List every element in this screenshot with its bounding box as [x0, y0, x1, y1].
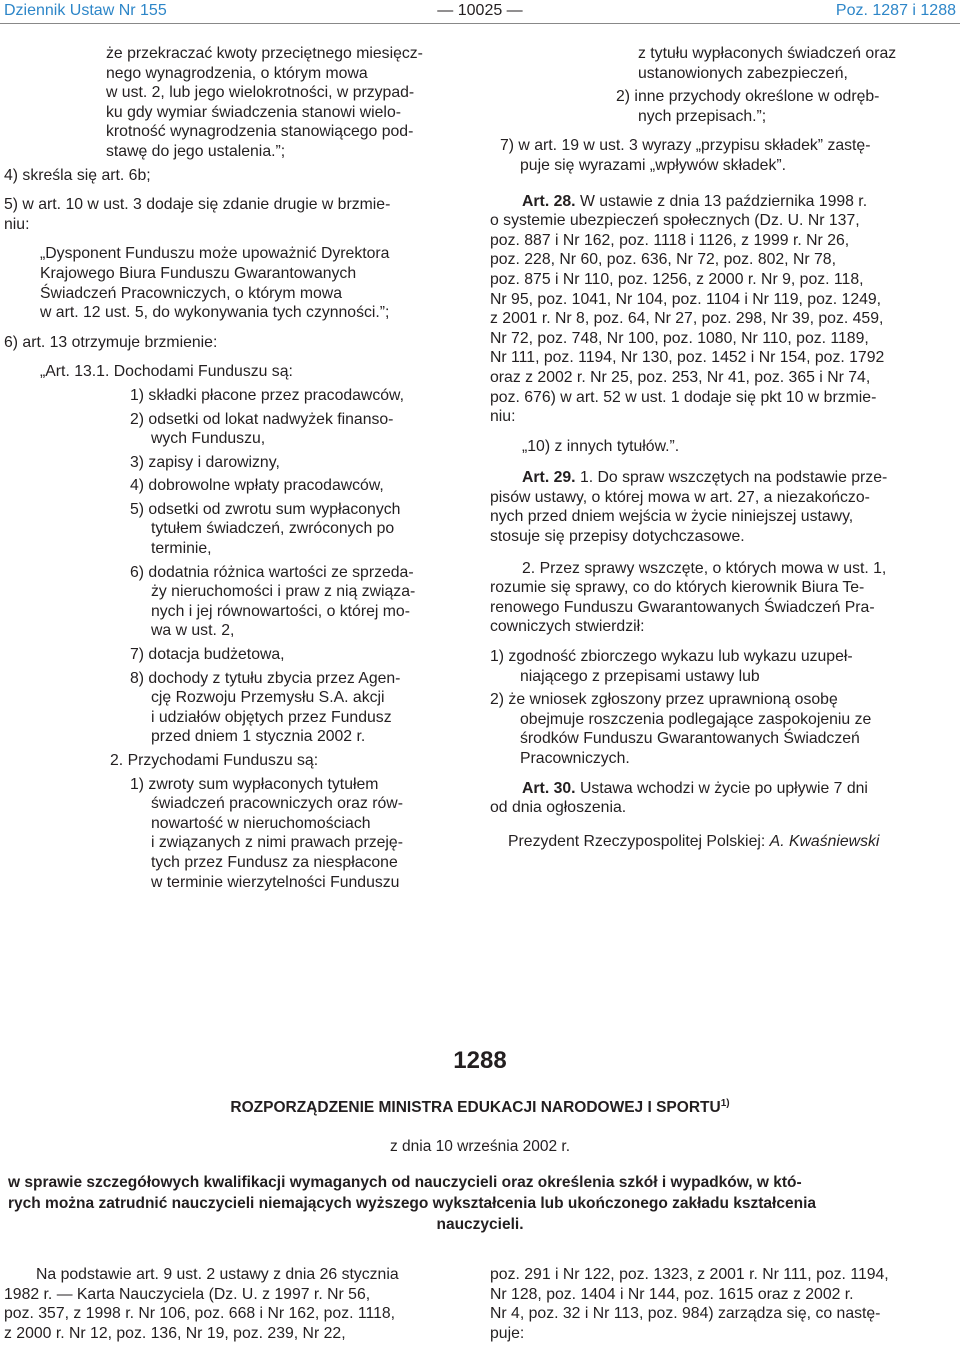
footnote-marker: 1) [720, 1098, 730, 1109]
text-line: 2) inne przychody określone w odręb- [616, 88, 880, 106]
right-column [490, 44, 956, 851]
list-item: 8) dochody z tytułu zbycia przez Agen- [130, 669, 401, 687]
quote-line: Krajowego Biura Funduszu Gwarantowanych [40, 264, 357, 282]
list-item: świadczeń pracowniczych oraz rów- [151, 795, 403, 813]
art-28-line: poz. 875 i Nr 110, poz. 1256, z 2000 r. Nr 9, poz. 118, [490, 270, 864, 288]
text-line: poz. 357, z 1998 r. Nr 106, poz. 668 i Nr 162, poz. 1118, [4, 1305, 396, 1323]
text-line: 1982 r. — Karta Nauczyciela (Dz. U. z 1997 r. Nr 56, [4, 1285, 371, 1303]
art-28-line: Art. 28. W ustawie z dnia 13 października 1998 r. [522, 192, 868, 210]
item-6: 6) art. 13 otrzymuje brzmienie: [4, 333, 218, 351]
signatory-name: A. Kwaśniewski [769, 832, 880, 850]
signature: Prezydent Rzeczypospolitej Polskiej: A. Kwaśniewski [508, 832, 880, 850]
list-item: wych Funduszu, [151, 430, 266, 448]
para-2: 2. Przychodami Funduszu są: [110, 752, 319, 769]
list-item: środków Funduszu Gwarantowanych Świadczeń [520, 730, 860, 748]
item-5-line: 5) w art. 10 w ust. 3 dodaje się zdanie drugie w brzmie- [4, 196, 391, 214]
list-item: Pracowniczych. [520, 750, 630, 767]
list-item: 7) dotacja budżetowa, [130, 646, 285, 664]
basis-left-column [4, 1265, 472, 1343]
list-item: cję Rozwoju Przemysłu S.A. akcji [151, 689, 385, 707]
quote-line: „10) z innych tytułów.”. [522, 437, 680, 455]
list-item: nych i jej równowartości, o której mo- [151, 602, 410, 620]
quote-line: w art. 12 ust. 5, do wykonywania tych czynności.”; [40, 304, 390, 322]
art-29-label: Art. 29. [522, 469, 576, 487]
text-line: nych przepisach.”; [638, 107, 767, 125]
item-5-line: niu: [4, 215, 30, 233]
list-item: i związanych z nimi prawach przeję- [151, 834, 403, 852]
list-item: 6) dodatnia różnica wartości ze sprzeda- [130, 563, 414, 581]
list-item: 5) odsetki od zwrotu sum wypłaconych [130, 500, 401, 518]
list-item: ży nieruchomości i praw z nią związa- [151, 583, 416, 601]
text-line: ku gdy wymiar świadczenia stanowi wielo- [106, 103, 401, 121]
act-date: z dnia 10 września 2002 r. [389, 1138, 571, 1155]
list-item: tych przez Fundusz za niespłacone [151, 853, 398, 871]
list-item: przed dniem 1 stycznia 2002 r. [151, 728, 366, 746]
art-28-label: Art. 28. [522, 192, 576, 210]
act-title: ROZPORZĄDZENIE MINISTRA EDUKACJI NARODOWEJ I SPORTU$^{1)}$ [230, 1098, 730, 1117]
art-28-line: poz. 887 i Nr 162, poz. 1118 i 1126, z 1999 r. Nr 26, [490, 231, 850, 249]
art-30-line: Art. 30. Ustawa wchodzi w życie po upływie 7 dni [522, 779, 868, 797]
list-item: 2) odsetki od lokat nadwyżek finanso- [130, 410, 394, 428]
text-line: Nr 128, poz. 1404 i Nr 144, poz. 1615 oraz z 2002 r. [490, 1285, 854, 1303]
art-28-line: Nr 72, poz. 748, Nr 100, poz. 1080, Nr 110, poz. 1189, [490, 329, 869, 347]
list-item: obejmuje roszczenia podlegające zaspokojeniu ze [520, 710, 872, 728]
art-29-2-line: cowniczych stwierdził: [490, 618, 645, 636]
art-29-2-line: 2. Przez sprawy wszczęte, o których mowa w ust. 1, [522, 559, 887, 577]
journal-title: Dziennik Ustaw Nr 155 [4, 2, 167, 19]
art-28-line: poz. 676) w art. 52 w ust. 1 dodaje się pkt 10 w brzmie- [490, 388, 877, 406]
text-line: Nr 4, poz. 32 i Nr 113, poz. 984) zarządza się, co nastę- [490, 1305, 881, 1323]
act-subject: w sprawie szczegółowych kwalifikacji wymaganych od nauczycieli oraz określenia szkół i wypadków, w któ- rych można zatrudnić nauczycieli niemających wyższego wykształcenia lub ukończonego zakładu kształcenia nauczycieli. [8, 1174, 816, 1233]
text-line: stawę do jego ustalenia.”; [106, 142, 286, 160]
art-28-line: z 2001 r. Nr 8, poz. 64, Nr 27, poz. 298, Nr 39, poz. 459, [490, 310, 884, 328]
revenue-list [130, 775, 470, 893]
position-reference: Poz. 1287 i 1288 [835, 2, 956, 19]
item-4: 4) skreśla się art. 6b; [4, 166, 151, 184]
art-13-heading: „Art. 13.1. Dochodami Funduszu są: [40, 363, 293, 381]
art-29-line: pisów ustawy, o której mowa w art. 27, a niezakończo- [490, 488, 870, 506]
continuation-block [616, 44, 956, 126]
text-line: że przekraczać kwoty przeciętnego miesięcz- [106, 45, 423, 62]
text-line: ustanowionych zabezpieczeń, [638, 64, 848, 82]
text-line: w ust. 2, lub jego wielokrotności, w przypad- [106, 84, 415, 102]
text-line: poz. 291 i Nr 122, poz. 1323, z 2001 r. Nr 111, poz. 1194, [490, 1266, 889, 1283]
art-29-2-line: rozumie się sprawy, co do których kierownik Biura Te- [490, 579, 865, 597]
basis-right-column [490, 1265, 956, 1343]
header-rule [0, 23, 960, 24]
left-column [4, 44, 470, 892]
list-item: 1) składki płacone przez pracodawców, [130, 386, 404, 404]
list-item: w terminie wierzytelności Funduszu [151, 873, 400, 891]
act-number: 1288 [453, 1047, 507, 1074]
list-item: 2) że wniosek zgłoszony przez uprawnioną osobę [490, 691, 838, 709]
art-29-2-line: renowego Funduszu Gwarantowanych Świadczeń Pra- [490, 598, 875, 616]
text-line: nego wynagrodzenia, o którym mowa [106, 64, 368, 82]
text-line: krotność wynagrodzenia stanowiącego pod- [106, 123, 414, 141]
art-28-line: oraz z 2002 r. Nr 25, poz. 253, Nr 41, poz. 365 i Nr 74, [490, 368, 871, 386]
list-item: nowartość w nieruchomościach [151, 814, 371, 832]
page-header [0, 0, 960, 24]
list-item: niającego z przepisami ustawy lub [520, 667, 760, 685]
text-line: z 2000 r. Nr 12, poz. 136, Nr 19, poz. 239, Nr 22, [4, 1324, 346, 1342]
list-item: 4) dobrowolne wpłaty pracodawców, [130, 477, 384, 495]
quote-line: Świadczeń Pracowniczych, o którym mowa [40, 284, 342, 302]
item-7-line: puje się wyrazami „wpływów składek”. [520, 156, 786, 174]
page-number: — 10025 — [437, 2, 523, 19]
art-28-line: poz. 228, Nr 60, poz. 636, Nr 72, poz. 802, Nr 78, [490, 251, 836, 269]
list-item: wa w ust. 2, [151, 622, 235, 640]
text-line: puje: [490, 1324, 525, 1342]
list-item: 1) zwroty sum wypłaconych tytułem [130, 775, 379, 793]
text-line: z tytułu wypłaconych świadczeń oraz [638, 45, 897, 62]
list-item: tytułem świadczeń, zwróconych po [151, 520, 395, 538]
income-list [130, 386, 470, 747]
continuation-block [106, 44, 470, 162]
art-29-line: stosuje się przepisy dotychczasowe. [490, 528, 745, 546]
art-29-line: nych przed dniem wejścia w życie niniejszej ustawy, [490, 508, 854, 526]
art-28-line: niu: [490, 408, 516, 426]
art-28-line: o systemie ubezpieczeń społecznych (Dz. U. Nr 137, [490, 212, 860, 230]
list-item: terminie, [151, 540, 212, 558]
list-item: i udziałów objętych przez Fundusz [151, 708, 392, 726]
art-30-line: od dnia ogłoszenia. [490, 799, 627, 817]
art-29-line: Art. 29. 1. Do spraw wszczętych na podstawie prze- [522, 469, 888, 487]
quote-line: „Dysponent Funduszu może upoważnić Dyrektora [40, 245, 390, 263]
item-7-line: 7) w art. 19 w ust. 3 wyrazy „przypisu składek” zastę- [500, 137, 871, 155]
art-28-line: Nr 111, poz. 1194, Nr 130, poz. 1452 i Nr 154, poz. 1792 [490, 349, 885, 367]
art-30-label: Art. 30. [522, 779, 576, 797]
art-28-line: Nr 95, poz. 1041, Nr 104, poz. 1104 i Nr 119, poz. 1249, [490, 290, 882, 308]
list-item: 1) zgodność zbiorczego wykazu lub wykazu uzupeł- [490, 648, 853, 666]
list-item: 3) zapisy i darowizny, [130, 453, 280, 471]
text-line: Na podstawie art. 9 ust. 2 ustawy z dnia 26 stycznia [36, 1266, 399, 1283]
